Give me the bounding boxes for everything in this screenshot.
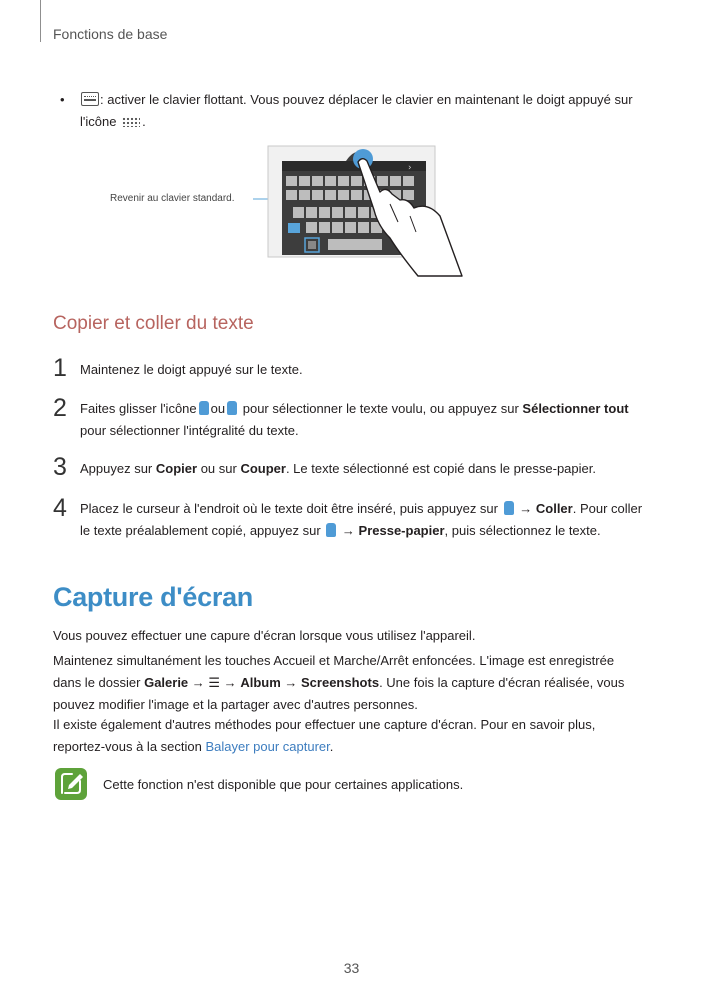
step-3-text: Appuyez sur Copier ou sur Couper. Le texte sélectionné est copié dans le presse-papier. [80,461,596,476]
bullet-dot: • [60,92,65,107]
step-4-text: Placez le curseur à l'endroit où le texte doit être inséré, puis appuyez sur → Coller. Pour coller le texte préalablement copié, appuyez sur → Presse-papier, puis sélectionnez le texte. [80,501,643,538]
step-1-text: Maintenez le doigt appuyé sur le texte. [80,362,303,377]
page-number: 33 [343,960,360,976]
drag-handle-icon [122,117,140,127]
figure-caption: Revenir au clavier standard. [110,193,235,204]
floating-keyboard-illustration [250,144,470,280]
copy-section-title: Copier et coller du texte [53,313,254,334]
bullet-paragraph: : activer le clavier flottant. Vous pouvez déplacer le clavier en maintenant le doigt appuyé sur l'icône . [80,92,633,129]
header-rule [40,0,41,42]
step-number: 1 [53,354,67,382]
capture-section-title: Capture d'écran [53,582,253,612]
selection-start-handle-icon [199,401,209,415]
swipe-capture-link[interactable]: Balayer pour capturer [205,739,330,754]
floating-keyboard-icon [81,92,99,106]
step-number: 4 [53,494,67,522]
capture-paragraph-1: Vous pouvez effectuer une capure d'écran lorsque vous utilisez l'appareil. [53,628,476,643]
header-title: Fonctions de base [53,26,168,42]
cursor-handle-icon [504,501,514,515]
selection-end-handle-icon [227,401,237,415]
step-number: 3 [53,453,67,481]
capture-paragraph-3: Il existe également d'autres méthodes pour effectuer une capture d'écran. Pour en savoir plus, reportez-vous à la section Balayer pour capturer. [53,717,596,754]
cursor-handle-icon [326,523,336,537]
capture-paragraph-2: Maintenez simultanément les touches Accueil et Marche/Arrêt enfoncées. L'image est enregistrée dans le dossier Galerie → ☰ → Album → Screenshots. Une fois la capture d'écran réalisée, vous pouvez modifier l'image et la partager avec d'autres personnes. [53,653,625,712]
note-text: Cette fonction n'est disponible que pour certaines applications. [103,777,464,792]
step-2-text: Faites glisser l'icône ou pour sélectionner le texte voulu, ou appuyez sur Sélectionner tout pour sélectionner l'intégralité du texte. [80,401,629,438]
note-icon [54,767,88,801]
svg-text:›: › [408,163,412,173]
step-number: 2 [53,394,67,422]
